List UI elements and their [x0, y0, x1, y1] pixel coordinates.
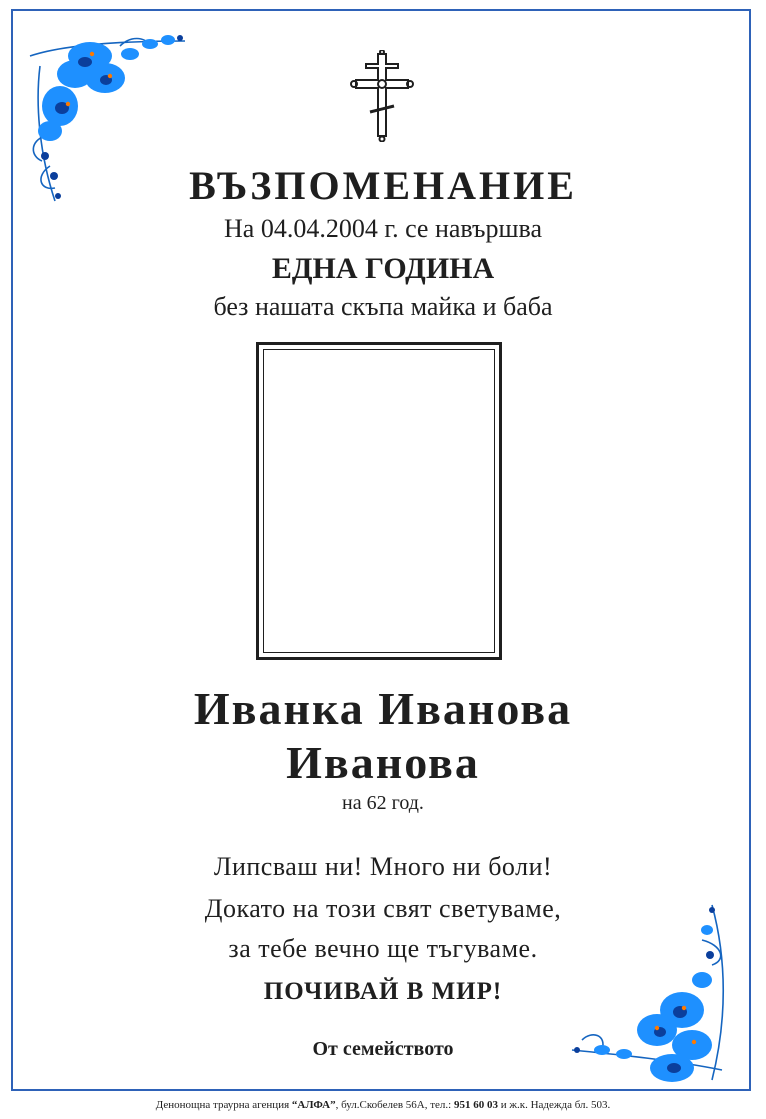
verse-line-2: Докато на този свят светуваме, — [204, 894, 562, 923]
verse-line-1: Липсваш ни! Много ни боли! — [213, 852, 553, 881]
footer — [0, 1099, 766, 1111]
date-line: На 04.04.2004 г. се навършва — [224, 214, 542, 243]
photo-frame-inner — [263, 349, 495, 653]
name-line-1: Иванка Иванова — [193, 683, 573, 734]
orthodox-cross-icon — [350, 50, 414, 142]
signature: От семейството — [312, 1038, 454, 1060]
photo-frame — [256, 342, 502, 660]
age: на 62 год. — [342, 792, 424, 814]
rest-in-peace: ПОЧИВАЙ В МИР! — [263, 978, 503, 1005]
period-heading: ЕДНА ГОДИНА — [271, 252, 495, 285]
name-line-2: Иванова — [286, 737, 480, 788]
footer-phone: 951 60 03 — [453, 1099, 498, 1111]
subtitle: без нашата скъпа майка и баба — [213, 292, 553, 321]
footer-text-3: и ж.к. Надежда бл. 503. — [497, 1099, 611, 1111]
verse-line-3: за тебе вечно ще тъгуваме. — [228, 934, 538, 963]
footer-text-2: , бул.Скобелев 56А, тел.: — [335, 1099, 454, 1111]
footer-agency: “АЛФА” — [291, 1099, 336, 1111]
card-title: ВЪЗПОМЕНАНИЕ — [189, 163, 577, 208]
footer-text-1: Денонощна траурна агенция — [155, 1099, 292, 1111]
